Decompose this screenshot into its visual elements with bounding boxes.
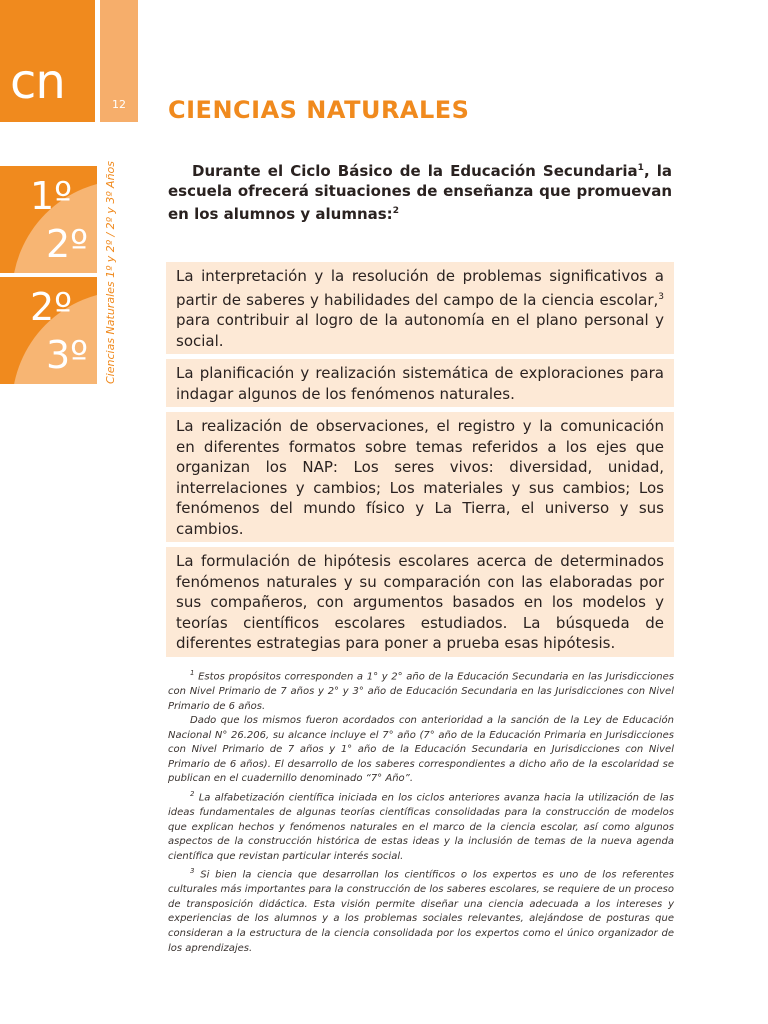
grade-block-2-3	[0, 277, 97, 384]
footnote-text: Si bien la ciencia que desarrollan los científicos o los expertos es uno de los referentes culturales más importantes para la construcción de los saberes escolares, se requiere de un proceso de transposición didáctica. Esta visión permite diseñar una ciencia adecuada a los intereses y experiencias de los alumnos y a los problemas sociales relevantes, alejándose de posturas que consideran a la estructura de la ciencia consolidada por los expertos como el único organizador de los aprendizajes.	[168, 869, 674, 954]
purpose-text: La realización de observaciones, el registro y la comunicación en diferentes formatos sobre temas referidos a los ejes que organizan los NAP: Los seres vivos: diversidad, unidad, interrelaciones y cambios; Los materiales y sus cambios; Los fenómenos del mundo físico y La Tierra, el universo y sus cambios.	[176, 417, 664, 538]
purpose-box	[166, 359, 674, 407]
grade-bottom: 3º	[46, 333, 89, 377]
purpose-box	[166, 412, 674, 542]
footnote-text: Estos propósitos corresponden a 1° y 2° año de la Educación Secundaria en las Jurisdicciones con Nivel Primario de 7 años y 2° y 3° año de Educación Secundaria en las Jurisdicciones con Nivel Primario de 6 años.	[168, 671, 674, 712]
page-title: CIENCIAS NATURALES	[168, 96, 470, 124]
footnote	[168, 787, 674, 864]
footnotes	[168, 666, 674, 956]
purpose-box	[166, 262, 674, 354]
footnote-ref: 1	[637, 163, 644, 173]
purpose-text: La formulación de hipótesis escolares acerca de determinados fenómenos naturales y su comparación con las elaboradas por sus compañeros, con argumentos basados en los modelos y teorías científicos escolares estudiados. La búsqueda de diferentes estrategias para poner a prueba esas hipótesis.	[176, 552, 664, 652]
page-number: 12	[112, 98, 126, 111]
footnote-text: La alfabetización científica iniciada en los ciclos anteriores avanza hacia la utilización de las ideas fundamentales de algunas teorías científicas consolidadas para la construcción de modelos que explican hechos y fenómenos naturales en el marco de la ciencia escolar, así como algunos aspectos de la construcción histórica de estas ideas y la inclusión de temas de la nueva agenda científica que revistan particular interés social.	[168, 792, 674, 862]
grade-bottom: 2º	[46, 222, 89, 266]
footnote-number: 2	[190, 790, 195, 799]
footnote	[168, 864, 674, 956]
footnote	[168, 714, 674, 787]
grade-top: 2º	[30, 285, 73, 329]
footnote-number: 1	[190, 669, 195, 677]
intro-text: Durante el Ciclo Básico de la Educación Secundaria	[192, 162, 638, 180]
purpose-text: La planificación y realización sistemática de exploraciones para indagar algunos de los fenómenos naturales.	[176, 364, 664, 403]
footnote	[168, 666, 674, 714]
footnote-text: Dado que los mismos fueron acordados con anterioridad a la sanción de la Ley de Educación Nacional N° 26.206, su alcance incluye el 7° año (7° año de la Educación Primaria en Jurisdicciones con Nivel Primario de 7 años y 1° año de la Educación Secundaria en Jurisdicciones con Nivel Primario de 6 años). El desarrollo de los saberes correspondientes a dicho año de la escolaridad se publican en el cuadernillo denominado “7° Año”.	[168, 715, 674, 785]
purpose-text: La interpretación y la resolución de problemas significativos a partir de saberes y habilidades del campo de la ciencia escolar,	[176, 267, 664, 309]
section-abbrev: cn	[10, 54, 65, 110]
grade-block-1-2	[0, 166, 97, 273]
purposes-list	[166, 262, 674, 662]
footnote-ref: 3	[658, 291, 664, 302]
intro-paragraph	[168, 158, 672, 224]
vertical-section-label: Ciencias Naturales 1º y 2º / 2º y 3º Años	[104, 160, 117, 384]
page-number-strip	[100, 0, 138, 122]
purpose-text: para contribuir al logro de la autonomía en el plano personal y social.	[176, 311, 664, 350]
intro-text: , la escuela ofrecerá situaciones de enseñanza que promuevan en los alumnos y alumnas:	[168, 162, 673, 223]
section-tab	[0, 0, 95, 122]
grade-top: 1º	[30, 174, 73, 218]
footnote-number: 3	[190, 867, 195, 876]
footnote-ref: 2	[392, 206, 399, 216]
purpose-box	[166, 547, 674, 657]
